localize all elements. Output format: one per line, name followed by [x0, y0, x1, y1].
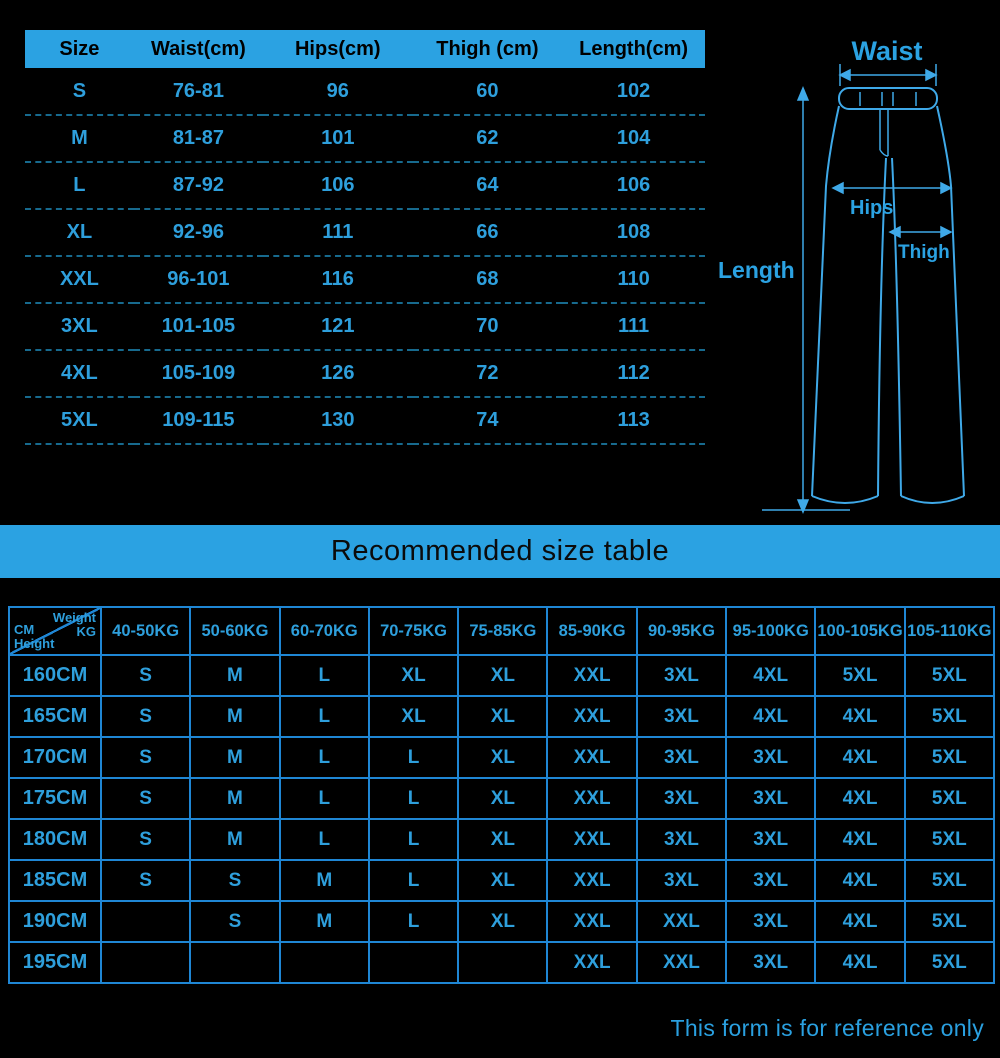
size-cell: XXL: [547, 737, 636, 778]
recommended-row: [9, 696, 994, 737]
thigh-label: Thigh: [898, 242, 950, 263]
measurement-cell: L: [25, 162, 134, 209]
size-cell: [190, 942, 279, 983]
corner-weight-text: Weight: [52, 610, 96, 625]
measurement-column-header: Size: [25, 30, 134, 68]
size-cell: L: [369, 860, 458, 901]
measurement-cell: 109-115: [134, 397, 263, 444]
size-cell: XXL: [547, 901, 636, 942]
size-cell: S: [101, 819, 190, 860]
recommended-row: [9, 860, 994, 901]
measurement-column-header: Hips(cm): [263, 30, 413, 68]
size-cell: 5XL: [905, 778, 994, 819]
pants-outline: [812, 88, 964, 503]
size-cell: 4XL: [815, 696, 904, 737]
reference-note: [670, 1015, 984, 1042]
measurement-cell: XL: [25, 209, 134, 256]
size-cell: 5XL: [905, 860, 994, 901]
weight-header-cell: 40-50KG: [101, 607, 190, 655]
size-cell: L: [280, 778, 369, 819]
size-cell: L: [280, 819, 369, 860]
size-cell: 4XL: [815, 901, 904, 942]
measurement-cell: 76-81: [134, 68, 263, 115]
measurement-cell: 104: [562, 115, 705, 162]
size-cell: M: [190, 778, 279, 819]
measurement-cell: 70: [413, 303, 563, 350]
size-cell: S: [101, 655, 190, 696]
size-cell: 3XL: [726, 778, 815, 819]
recommended-row: [9, 901, 994, 942]
measurement-table-body: [25, 68, 705, 444]
measurement-cell: 81-87: [134, 115, 263, 162]
size-cell: 3XL: [637, 737, 726, 778]
measurement-column-header: Length(cm): [562, 30, 705, 68]
height-header-cell: 180CM: [9, 819, 101, 860]
waist-label: Waist: [851, 36, 923, 66]
size-cell: [458, 942, 547, 983]
reference-note-text: This form is for reference only: [670, 1015, 984, 1041]
measurement-cell: 64: [413, 162, 563, 209]
measurement-cell: 130: [263, 397, 413, 444]
size-cell: L: [280, 696, 369, 737]
banner-title: Recommended size table: [330, 535, 670, 567]
size-cell: 4XL: [815, 942, 904, 983]
measurement-cell: 68: [413, 256, 563, 303]
size-cell: L: [280, 737, 369, 778]
size-cell: 4XL: [726, 655, 815, 696]
size-cell: L: [369, 901, 458, 942]
measurement-row: [25, 162, 705, 209]
size-cell: XXL: [547, 778, 636, 819]
weight-header-cell: 75-85KG: [458, 607, 547, 655]
measurement-cell: 72: [413, 350, 563, 397]
pants-diagram-svg: [700, 18, 1000, 523]
size-cell: 3XL: [726, 819, 815, 860]
hips-arrow: [833, 183, 951, 193]
size-cell: M: [190, 737, 279, 778]
height-header-cell: 165CM: [9, 696, 101, 737]
size-cell: 5XL: [905, 655, 994, 696]
measurement-cell: 102: [562, 68, 705, 115]
measurement-cell: 60: [413, 68, 563, 115]
size-cell: 5XL: [905, 819, 994, 860]
height-header-cell: 160CM: [9, 655, 101, 696]
measurement-cell: 126: [263, 350, 413, 397]
measurement-table: [25, 30, 705, 445]
size-cell: XL: [458, 819, 547, 860]
size-cell: 4XL: [815, 778, 904, 819]
measurement-row: [25, 397, 705, 444]
height-header-cell: 170CM: [9, 737, 101, 778]
size-cell: 3XL: [726, 942, 815, 983]
size-cell: 4XL: [815, 819, 904, 860]
measurement-cell: XXL: [25, 256, 134, 303]
measurement-cell: 96: [263, 68, 413, 115]
weight-header-cell: 105-110KG: [905, 607, 994, 655]
measurement-cell: M: [25, 115, 134, 162]
size-cell: S: [190, 860, 279, 901]
recommended-row: [9, 655, 994, 696]
measurement-cell: 116: [263, 256, 413, 303]
size-cell: 4XL: [726, 696, 815, 737]
height-header-cell: 175CM: [9, 778, 101, 819]
corner-cm-text: CM: [14, 622, 35, 637]
measurement-row: [25, 256, 705, 303]
size-cell: XL: [458, 778, 547, 819]
length-label: Length: [718, 257, 795, 283]
size-cell: XL: [458, 860, 547, 901]
corner-height-label: [14, 623, 54, 651]
height-header-cell: 190CM: [9, 901, 101, 942]
size-cell: S: [101, 737, 190, 778]
size-cell: S: [101, 860, 190, 901]
height-header-cell: 185CM: [9, 860, 101, 901]
recommended-table-body: [9, 655, 994, 983]
measurement-cell: 105-109: [134, 350, 263, 397]
size-cell: S: [101, 778, 190, 819]
measurement-cell: 66: [413, 209, 563, 256]
measurement-cell: 74: [413, 397, 563, 444]
size-cell: [369, 942, 458, 983]
size-cell: L: [369, 778, 458, 819]
size-cell: XXL: [547, 696, 636, 737]
size-cell: XL: [369, 696, 458, 737]
size-cell: 3XL: [726, 737, 815, 778]
waist-arrow: [840, 64, 936, 86]
measurement-header-row: [25, 30, 705, 68]
measurement-cell: 4XL: [25, 350, 134, 397]
size-cell: XL: [458, 901, 547, 942]
measurement-cell: 113: [562, 397, 705, 444]
size-cell: XXL: [547, 819, 636, 860]
size-cell: XL: [458, 696, 547, 737]
weight-header-cell: 95-100KG: [726, 607, 815, 655]
measurement-cell: 62: [413, 115, 563, 162]
measurement-cell: 112: [562, 350, 705, 397]
corner-kg-text: KG: [76, 624, 96, 639]
size-cell: 5XL: [905, 901, 994, 942]
corner-cell: [9, 607, 101, 655]
measurement-column-header: Thigh (cm): [413, 30, 563, 68]
size-cell: 3XL: [726, 901, 815, 942]
size-cell: [101, 942, 190, 983]
measurement-cell: 106: [263, 162, 413, 209]
recommended-header-row: [9, 607, 994, 655]
weight-header-cell: 70-75KG: [369, 607, 458, 655]
size-cell: S: [190, 901, 279, 942]
corner-height-text: Height: [14, 636, 55, 651]
size-cell: XL: [458, 655, 547, 696]
size-cell: 3XL: [637, 778, 726, 819]
recommended-row: [9, 778, 994, 819]
size-cell: XL: [458, 737, 547, 778]
measurement-row: [25, 68, 705, 115]
length-arrow: [762, 88, 850, 512]
size-cell: XL: [369, 655, 458, 696]
weight-header-cell: 60-70KG: [280, 607, 369, 655]
size-cell: 5XL: [815, 655, 904, 696]
size-cell: M: [280, 860, 369, 901]
size-cell: XXL: [547, 942, 636, 983]
measurement-row: [25, 209, 705, 256]
weight-header-cell: 100-105KG: [815, 607, 904, 655]
size-cell: 5XL: [905, 737, 994, 778]
measurement-cell: 101-105: [134, 303, 263, 350]
measurement-column-header: Waist(cm): [134, 30, 263, 68]
recommended-row: [9, 819, 994, 860]
measurement-cell: 110: [562, 256, 705, 303]
size-cell: 3XL: [637, 860, 726, 901]
measurement-cell: 121: [263, 303, 413, 350]
weight-header-cell: 85-90KG: [547, 607, 636, 655]
measurement-cell: S: [25, 68, 134, 115]
size-cell: XXL: [547, 860, 636, 901]
size-cell: 3XL: [637, 696, 726, 737]
thigh-arrow: [890, 227, 951, 237]
measurement-cell: 111: [562, 303, 705, 350]
corner-weight-label: [53, 611, 96, 639]
weight-header-cell: 90-95KG: [637, 607, 726, 655]
size-cell: [101, 901, 190, 942]
measurement-cell: 96-101: [134, 256, 263, 303]
hips-label: Hips: [850, 197, 894, 219]
size-cell: 5XL: [905, 696, 994, 737]
size-cell: XXL: [637, 901, 726, 942]
measurement-cell: 5XL: [25, 397, 134, 444]
measurement-row: [25, 115, 705, 162]
size-cell: M: [190, 696, 279, 737]
size-cell: L: [280, 655, 369, 696]
size-cell: M: [280, 901, 369, 942]
size-cell: 4XL: [815, 737, 904, 778]
measurement-cell: 87-92: [134, 162, 263, 209]
recommended-row: [9, 737, 994, 778]
size-cell: L: [369, 819, 458, 860]
recommended-size-banner: [0, 525, 1000, 578]
size-cell: L: [369, 737, 458, 778]
recommended-size-table: [8, 606, 995, 984]
size-cell: XXL: [637, 942, 726, 983]
measurement-cell: 101: [263, 115, 413, 162]
size-cell: 3XL: [637, 655, 726, 696]
measurement-cell: 3XL: [25, 303, 134, 350]
measurement-cell: 92-96: [134, 209, 263, 256]
measurement-row: [25, 303, 705, 350]
size-cell: 3XL: [637, 819, 726, 860]
height-header-cell: 195CM: [9, 942, 101, 983]
measurement-cell: 106: [562, 162, 705, 209]
pants-measurement-diagram: [700, 18, 1000, 523]
size-cell: [280, 942, 369, 983]
measurement-row: [25, 350, 705, 397]
size-cell: 5XL: [905, 942, 994, 983]
size-cell: S: [101, 696, 190, 737]
size-cell: M: [190, 819, 279, 860]
size-cell: M: [190, 655, 279, 696]
measurement-cell: 108: [562, 209, 705, 256]
size-cell: 3XL: [726, 860, 815, 901]
size-cell: 4XL: [815, 860, 904, 901]
weight-header-cell: 50-60KG: [190, 607, 279, 655]
size-cell: XXL: [547, 655, 636, 696]
measurement-cell: 111: [263, 209, 413, 256]
recommended-row: [9, 942, 994, 983]
